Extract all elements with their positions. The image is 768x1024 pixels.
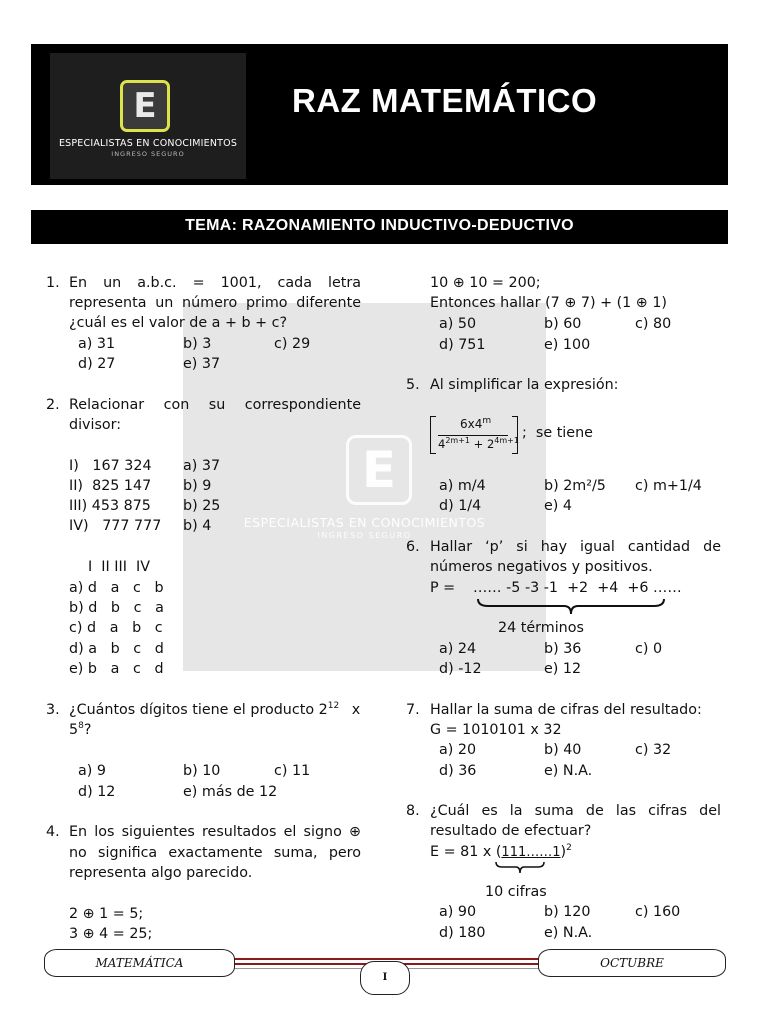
q6-p-label: P =: [430, 580, 456, 596]
q4-example: 10 ⊕ 10 = 200;: [430, 275, 541, 291]
q5-option-a: a) m/4: [439, 478, 486, 494]
q1-option-d: d) 27: [78, 356, 116, 372]
q5-fraction-numerator: 6x4$^m$: [460, 416, 492, 431]
q7-option-d: d) 36: [439, 763, 477, 779]
q2-divisor-item: b) 4: [183, 518, 212, 534]
q4-example: 3 ⊕ 4 = 25;: [69, 926, 153, 942]
page-title: RAZ MATEMÁTICO: [292, 82, 598, 119]
q2-divisor-item: a) 37: [183, 458, 221, 474]
q8-option-e: e) N.A.: [544, 925, 593, 941]
q2-divisor-item: b) 25: [183, 498, 221, 514]
q1-line: En un a.b.c. = 1001, cada letra: [69, 275, 361, 291]
q6-line: Hallar ‘p’ si hay igual cantidad de: [430, 539, 721, 555]
q2-option: b) d b c a: [69, 600, 164, 616]
q6-brace: [476, 597, 666, 617]
q2-divisor-item: b) 9: [183, 478, 212, 494]
q2-option: c) d a b c: [69, 620, 163, 636]
q1-option-b: b) 3: [183, 336, 212, 352]
q4-line: En los siguientes resultados el signo ⊕: [69, 824, 361, 840]
q8-option-a: a) 90: [439, 904, 477, 920]
q5-fraction-denominator: $4^{2m+1} + 2^{4m+1}$: [438, 436, 519, 451]
watermark-logo-letter: E: [346, 435, 412, 505]
q5-option-d: d) 1/4: [439, 498, 482, 514]
q4-option-d: d) 751: [439, 337, 486, 353]
q4-number: 4.: [46, 824, 60, 840]
right-bracket: [512, 416, 518, 454]
q6-sequence: …… -5 -3 -1 +2 +4 +6 ……: [473, 580, 682, 596]
q2-number-item: I) 167 324: [69, 458, 152, 474]
q7-number: 7.: [406, 702, 420, 718]
q5-option-c: c) m+1/4: [635, 478, 702, 494]
footer-rule: [233, 958, 539, 960]
q1-option-a: a) 31: [78, 336, 116, 352]
q3-option-b: b) 10: [183, 763, 221, 779]
topic-bar: TEMA: RAZONAMIENTO INDUCTIVO-DEDUCTIVO: [31, 210, 728, 244]
q3-option-a: a) 9: [78, 763, 106, 779]
q2-option: a) d a c b: [69, 580, 164, 596]
q6-option-c: c) 0: [635, 641, 663, 657]
q4-option-b: b) 60: [544, 316, 582, 332]
q6-terms-label: 24 términos: [498, 620, 584, 636]
q8-option-c: c) 160: [635, 904, 681, 920]
q2-number: 2.: [46, 397, 60, 413]
q5-number: 5.: [406, 377, 420, 393]
q3-option-d: d) 12: [78, 784, 116, 800]
watermark-subtitle: INGRESO SEGURO: [317, 531, 412, 540]
q2-header-row: I II III IV: [88, 559, 151, 575]
q8-line: resultado de efectuar?: [430, 823, 592, 839]
q7-option-b: b) 40: [544, 742, 582, 758]
q5-option-b: b) 2m²/5: [544, 478, 606, 494]
q6-line: números negativos y positivos.: [430, 559, 653, 575]
q2-line: Relacionar con su correspondiente: [69, 397, 361, 413]
q6-option-a: a) 24: [439, 641, 477, 657]
q4-option-e: e) 100: [544, 337, 591, 353]
q6-number: 6.: [406, 539, 420, 555]
q2-number-item: IV) 777 777: [69, 518, 162, 534]
q4-option-a: a) 50: [439, 316, 477, 332]
q4-example: 2 ⊕ 1 = 5;: [69, 906, 144, 922]
q5-tail: ; se tiene: [522, 425, 593, 441]
q1-line: representa un número primo diferente: [69, 295, 361, 311]
logo: [50, 53, 246, 179]
watermark-title: ESPECIALISTAS EN CONOCIMIENTOS: [243, 515, 486, 530]
logo-letter: E: [120, 80, 170, 132]
logo-title: ESPECIALISTAS EN CONOCIMIENTOS: [58, 138, 238, 149]
q7-line: Hallar la suma de cifras del resultado:: [430, 702, 702, 718]
q1-option-c: c) 29: [274, 336, 311, 352]
q8-option-b: b) 120: [544, 904, 591, 920]
q3-option-e: e) más de 12: [183, 784, 278, 800]
q1-line: ¿cuál es el valor de a + b + c?: [69, 315, 288, 331]
footer-subject: MATEMÁTICA: [44, 949, 235, 977]
q3-number: 3.: [46, 702, 60, 718]
q8-line: ¿Cuál es la suma de las cifras del: [430, 803, 721, 819]
q5-fraction: [430, 416, 520, 454]
page-number: I: [360, 961, 410, 995]
q2-number-item: II) 825 147: [69, 478, 152, 494]
q3-line: ¿Cuántos dígitos tiene el producto $2^{12}$ x: [69, 701, 361, 718]
q8-expression: E = 81 x (111……1)$^2$: [430, 843, 572, 860]
left-bracket: [430, 416, 436, 454]
q7-option-a: a) 20: [439, 742, 477, 758]
q6-option-e: e) 12: [544, 661, 582, 677]
q3-option-c: c) 11: [274, 763, 311, 779]
q4-option-c: c) 80: [635, 316, 672, 332]
q2-line: divisor:: [69, 417, 122, 433]
footer-month: OCTUBRE: [538, 949, 726, 977]
q5-option-e: e) 4: [544, 498, 573, 514]
q3-line: $5^8$?: [69, 721, 92, 738]
q4-line: representa algo parecido.: [69, 865, 253, 881]
q2-number-item: III) 453 875: [69, 498, 151, 514]
q8-number: 8.: [406, 803, 420, 819]
q6-option-d: d) -12: [439, 661, 482, 677]
q8-brace-label: 10 cifras: [485, 884, 547, 900]
logo-subtitle: INGRESO SEGURO: [111, 150, 185, 158]
q5-line: Al simplificar la expresión:: [430, 377, 619, 393]
q8-option-d: d) 180: [439, 925, 486, 941]
q2-option: e) b a c d: [69, 661, 164, 677]
q4-line: no significa exactamente suma, pero: [69, 845, 361, 861]
q8-brace: [494, 861, 546, 875]
q1-number: 1.: [46, 275, 60, 291]
q7-option-c: c) 32: [635, 742, 672, 758]
q4-ask: Entonces hallar (7 ⊕ 7) + (1 ⊕ 1): [430, 295, 668, 311]
q1-option-e: e) 37: [183, 356, 221, 372]
q7-expression: G = 1010101 x 32: [430, 722, 562, 738]
q6-option-b: b) 36: [544, 641, 582, 657]
q2-option: d) a b c d: [69, 641, 164, 657]
q7-option-e: e) N.A.: [544, 763, 593, 779]
